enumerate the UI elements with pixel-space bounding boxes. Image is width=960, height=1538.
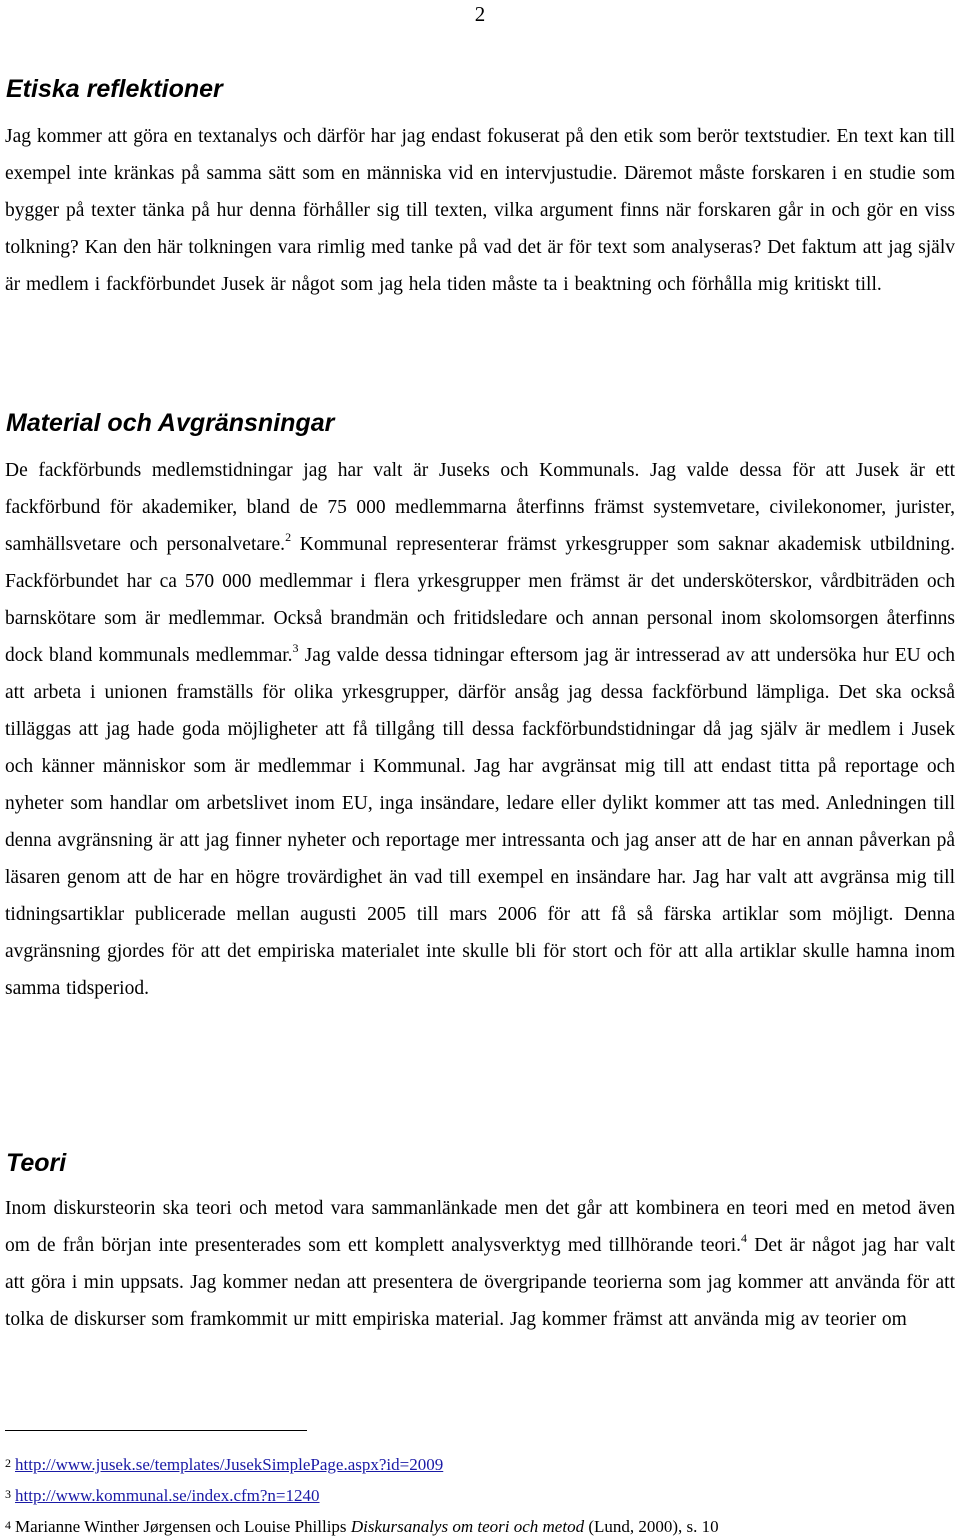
heading-etiska-reflektioner: Etiska reflektioner [6,75,223,103]
heading-material-och-avgransningar: Material och Avgränsningar [6,409,335,437]
footnote-4-book-title: Diskursanalys om teori och metod [350,1517,585,1536]
paragraph-material-part2: Kommunal representerar främst yrkesgrupper som saknar akademisk utbildning. Fackförbundet har ca 570 000 medlemmar i flera yrkesgrupper men främst är det undersköterskor, vårdbiträden och barnskötare som är medlemmar. Också brandmän och fritidsledare och annan personal inom skolomsorgen återfinns dock bland kommunals medlemmar. [5,534,955,666]
paragraph-material-part3: Jag valde dessa tidningar eftersom jag är intresserad av att undersöka hur EU och att arbeta i unionen framställs för olika yrkesgrupper, därför ansåg jag dessa fackförbund lämpliga. Det ska också tilläggas att jag hade goda möjligheter att få tillgång till dessa fackförbundstidningar då jag själv är medlem i Jusek och känner människor som är medlemmar i Kommunal. Jag har avgränsat mig till att endast titta på reportage och nyheter som handlar om arbetslivet inom EU, inga insändare, ledare eller dylikt kommer att tas med. Anledningen till denna avgränsning är att jag finner nyheter och reportage mer intressanta och jag anser att de har en annan påverkan på läsaren genom att de har en högre trovärdighet än vad till exempel en insändare har. Jag har valt att avgränsa mig till tidningsartiklar publicerade mellan augusti 2005 till mars 2006 för att få så färska artiklar som möjligt. Denna avgränsning gjordes för att det empiriska materialet inte skulle bli för stort och för att alla artiklar skulle hamna inom samma tidsperiod. [5,645,955,999]
footnote-link-kommunal[interactable]: http://www.kommunal.se/index.cfm?n=1240 [15,1486,320,1505]
paragraph-teori-part1: Inom diskursteorin ska teori och metod vara sammanlänkade men det går att kombinera en teori med en metod även om de från början inte presenterades som ett komplett analysverktyg med tillhörande teori. [5,1198,955,1256]
paragraph-etiska: Jag kommer att göra en textanalys och därför har jag endast fokuserat på den etik som berör textstudier. En text kan till exempel inte kränkas på samma sätt som en människa vid en intervjustudie. Däremot måste forskaren i en studie som bygger på texter tänka på hur denna förhåller sig till texten, vilka argument finns när forskaren går in och gör en viss tolkning? Kan den här tolkningen vara rimlig med tanke på vad det är för text som analyseras? Det faktum att jag själv är medlem i fackförbundet Jusek är något som jag hela tiden måste ta i beaktning och förhålla mig kritiskt till. [5,126,955,295]
footnote-link-jusek[interactable]: http://www.jusek.se/templates/JusekSimplePage.aspx?id=2009 [15,1455,444,1474]
footnote-2 [5,1452,443,1476]
paragraph-teori [5,1190,955,1338]
footnote-ref-2[interactable]: 2 [285,530,292,544]
footnote-number: 2 [5,1456,11,1470]
paragraph-material-part1: De fackförbunds medlemstidningar jag har valt är Juseks och Kommunals. Jag valde dessa för att Jusek är ett fackförbund för akademiker, bland de 75 000 medlemmarna återfinns främst systemvetare, civilekonomer, jurister, samhällsvetare och personalvetare. [5,460,955,555]
paragraph-teori-part2: Det är något jag har valt att göra i min uppsats. Jag kommer nedan att presentera de övergripande teorierna som jag kommer att använda för att tolka de diskurser som framkommit ur mitt empiriska material. Jag kommer främst att använda mig av teorier om [5,1235,955,1330]
footnote-4-publication: (Lund, 2000), s. 10 [584,1517,719,1536]
footnote-ref-4[interactable]: 4 [741,1231,748,1245]
footnote-separator [5,1430,307,1431]
page-number: 2 [474,2,486,26]
footnote-number: 3 [5,1487,11,1501]
footnote-number: 4 [5,1518,11,1532]
paragraph-material [5,452,955,1007]
footnote-3 [5,1483,320,1507]
footnote-4-authors: Marianne Winther Jørgensen och Louise Phillips [15,1517,351,1536]
footnote-4 [5,1514,719,1538]
footnote-ref-3[interactable]: 3 [292,641,299,655]
heading-teori: Teori [6,1149,67,1177]
